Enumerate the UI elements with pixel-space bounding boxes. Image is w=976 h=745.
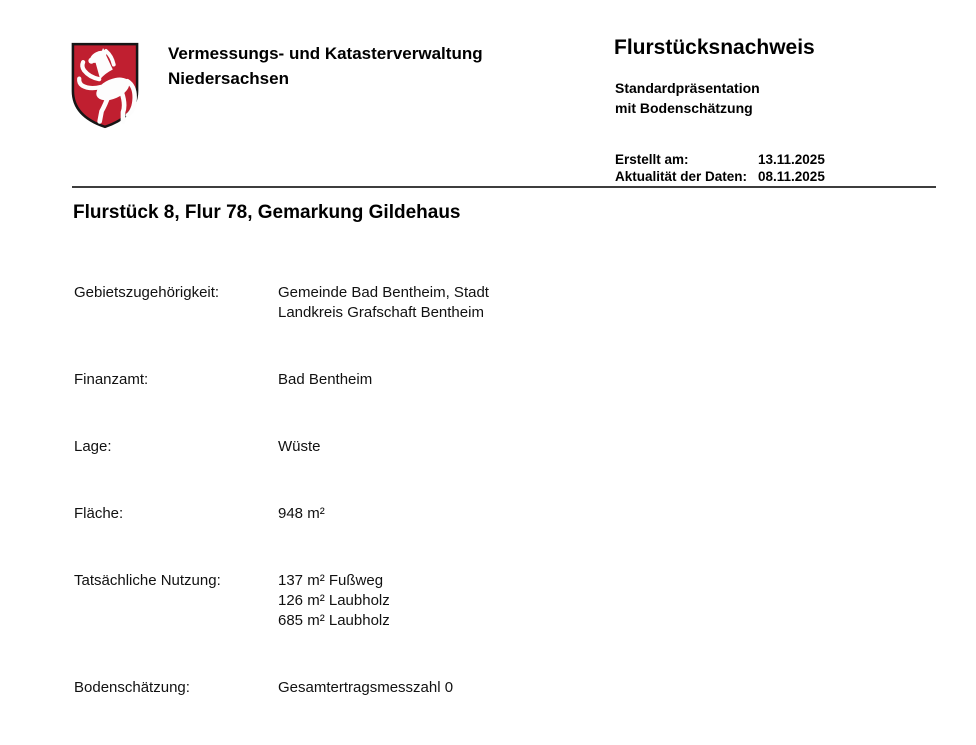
field-label: Lage: xyxy=(74,438,112,455)
field-label: Gebietszugehörigkeit: xyxy=(74,284,220,301)
org-name-line1: Vermessungs- und Katasterverwaltung xyxy=(168,44,483,63)
field-value-line: 126 m² Laubholz xyxy=(278,592,390,609)
coat-of-arms-graphic xyxy=(70,40,140,130)
field-values xyxy=(278,283,934,323)
field-value-line: 685 m² Laubholz xyxy=(278,612,390,629)
field-values xyxy=(278,678,934,698)
field-value-line: Wüste xyxy=(278,438,321,455)
header-divider xyxy=(72,186,936,188)
field-value-line: Bad Bentheim xyxy=(278,371,373,388)
document-meta xyxy=(615,151,825,185)
field-value-line: Gesamtertragsmesszahl 0 xyxy=(278,679,454,696)
subtitle-line2: mit Bodenschätzung xyxy=(615,100,753,116)
actuality-date: 08.11.2025 xyxy=(758,169,825,184)
created-row xyxy=(615,151,825,168)
subtitle-line1: Standardpräsentation xyxy=(615,80,760,96)
field-row-tatsaechliche-nutzung xyxy=(74,571,934,631)
field-row-gebietszugehoerigkeit xyxy=(74,283,934,323)
parcel-fields xyxy=(74,283,934,745)
field-row-finanzamt xyxy=(74,370,934,390)
field-label: Tatsächliche Nutzung: xyxy=(74,572,221,589)
field-values xyxy=(278,571,934,631)
field-value-line: 137 m² Fußweg xyxy=(278,572,384,589)
field-value-line: Gemeinde Bad Bentheim, Stadt xyxy=(278,284,489,301)
field-label: Bodenschätzung: xyxy=(74,679,190,696)
niedersachsen-coat-of-arms xyxy=(70,40,140,130)
field-values xyxy=(278,437,934,457)
actuality-label: Aktualität der Daten: xyxy=(615,169,748,184)
document-subtitle xyxy=(615,78,760,118)
org-name-line2: Niedersachsen xyxy=(168,69,289,88)
field-label: Finanzamt: xyxy=(74,371,149,388)
created-label: Erstellt am: xyxy=(615,152,689,167)
actuality-row xyxy=(615,168,825,185)
field-row-flaeche xyxy=(74,504,934,524)
created-date: 13.11.2025 xyxy=(758,152,825,167)
document-title: Flurstücksnachweis xyxy=(614,36,815,59)
field-row-bodenschaetzung xyxy=(74,678,934,698)
field-label: Fläche: xyxy=(74,505,124,522)
org-name xyxy=(168,41,483,91)
field-value-line: Landkreis Grafschaft Bentheim xyxy=(278,304,484,321)
field-values xyxy=(278,370,934,390)
field-row-lage xyxy=(74,437,934,457)
parcel-title: Flurstück 8, Flur 78, Gemarkung Gildehaus xyxy=(73,202,461,223)
field-value-line: 948 m² xyxy=(278,505,325,522)
field-values xyxy=(278,504,934,524)
